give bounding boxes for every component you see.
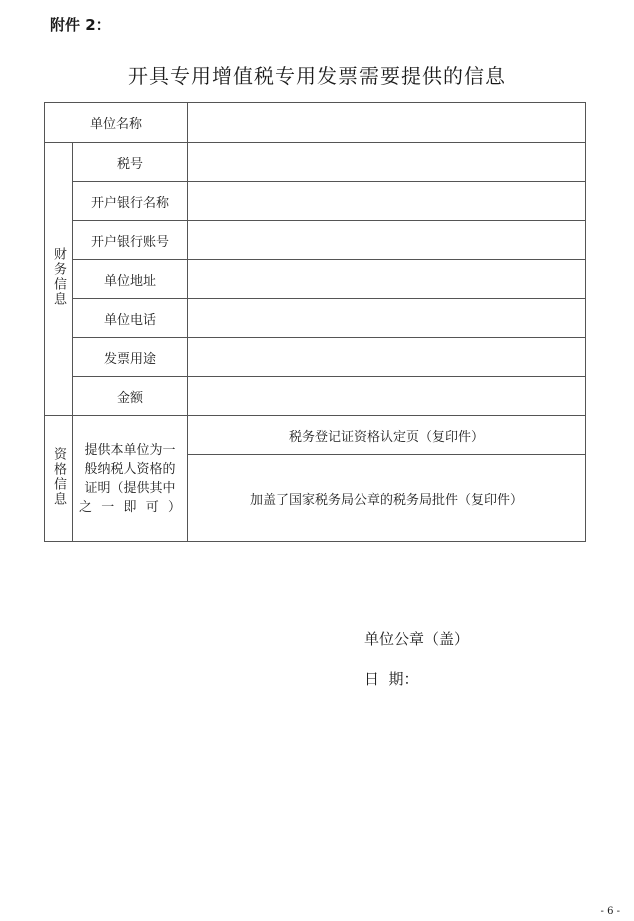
financial-row-label: 金额 <box>73 377 188 416</box>
invoice-purpose-value-cell[interactable] <box>188 338 586 377</box>
table-row <box>45 377 586 416</box>
tax-number-value-cell[interactable] <box>188 143 586 182</box>
financial-row-label: 开户银行名称 <box>73 182 188 221</box>
amount-value-cell[interactable] <box>188 377 586 416</box>
financial-group-label: 财务信息 <box>51 247 66 307</box>
page-number: - 6 - <box>600 906 620 917</box>
qualification-group-label: 资格信息 <box>51 446 66 507</box>
unit-phone-value-cell[interactable] <box>188 299 586 338</box>
seal-label: 单位公章（盖） <box>364 630 470 648</box>
financial-row-label: 发票用途 <box>73 338 188 377</box>
qualification-group-cell <box>45 416 73 542</box>
unit-address-value-cell[interactable] <box>188 260 586 299</box>
financial-row-label: 税号 <box>73 143 188 182</box>
table-row <box>45 338 586 377</box>
table-row <box>45 416 586 455</box>
table-row <box>45 221 586 260</box>
unit-name-label: 单位名称 <box>45 103 188 143</box>
financial-row-label: 单位地址 <box>73 260 188 299</box>
attachment-label: 附件 2： <box>50 16 111 34</box>
date-label: 日 期： <box>364 670 419 688</box>
info-table <box>44 102 586 542</box>
table-row <box>45 299 586 338</box>
bank-account-value-cell[interactable] <box>188 221 586 260</box>
unit-name-value-cell[interactable] <box>188 103 586 143</box>
proof-option: 税务登记证资格认定页（复印件） <box>188 416 586 455</box>
proof-option: 加盖了国家税务局公章的税务局批件（复印件） <box>188 455 586 542</box>
table-row <box>45 103 586 143</box>
bank-name-value-cell[interactable] <box>188 182 586 221</box>
proof-label: 提供本单位为一般纳税人资格的证明（提供其中之一即可） <box>73 416 188 542</box>
financial-row-label: 单位电话 <box>73 299 188 338</box>
financial-row-label: 开户银行账号 <box>73 221 188 260</box>
financial-group-cell <box>45 143 73 416</box>
table-row <box>45 260 586 299</box>
table-row <box>45 182 586 221</box>
document-title: 开具专用增值税专用发票需要提供的信息 <box>128 64 506 88</box>
table-row <box>45 143 586 182</box>
